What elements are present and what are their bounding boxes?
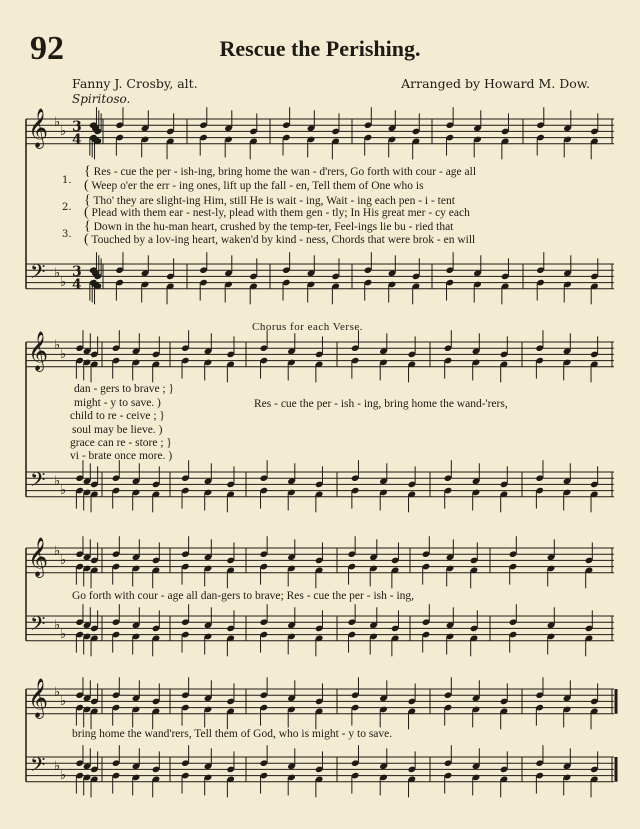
verse-line-5: { Down in the hu-man heart, crushed by the temp-ter, Feel-ings lie bu - ried that (84, 219, 454, 234)
flat-icon: ♭ (54, 618, 61, 633)
bass-clef-icon: 𝄢 (30, 753, 46, 781)
verse-line-6: ( Touched by a lov-ing heart, waken'd by kind - ness, Chords that were brok - en will (84, 232, 476, 247)
verse-line-4: ( Plead with them ear - nest-ly, plead with them gen - tly; In His great mer - cy each (84, 205, 470, 220)
verse-line-2: ( Weep o'er the err - ing ones, lift up the fall - en, Tell them of One who is (84, 178, 424, 193)
verse-number-1: 1. (62, 175, 72, 186)
verse-ending-1: dan - gers to brave ; } (74, 383, 175, 395)
flat-icon: ♭ (60, 768, 67, 783)
chorus-line-3: bring home the wand'rers, Tell them of God, who is might - y to save. (72, 728, 393, 740)
author-credit: Fanny J. Crosby, alt. (72, 76, 198, 91)
flat-icon: ♭ (54, 474, 61, 489)
treble-staff (26, 119, 614, 144)
tempo-marking: Spiritoso. (72, 92, 131, 106)
treble-clef-icon: 𝄞 (28, 537, 49, 577)
verse-ending-2: might - y to save. ) (74, 397, 161, 409)
bass-clef-icon: 𝄢 (30, 260, 46, 288)
flat-icon: ♭ (60, 553, 67, 568)
treble-clef-icon: 𝄞 (28, 678, 49, 718)
flat-icon: ♭ (60, 124, 67, 139)
arranger-credit: Arranged by Howard M. Dow. (401, 76, 590, 91)
flat-icon: ♭ (54, 544, 61, 559)
time-signature-top: 3 (72, 119, 82, 135)
verse-ending-6: vi - brate once more. ) (70, 450, 173, 462)
flat-icon: ♭ (54, 338, 61, 353)
bass-clef-icon: 𝄢 (30, 612, 46, 640)
flat-icon: ♭ (54, 115, 61, 130)
verse-ending-5: grace can re - store ; } (70, 437, 172, 449)
flat-icon: ♭ (54, 266, 61, 281)
treble-clef-icon: 𝄞 (28, 331, 49, 371)
time-signature-bottom: 4 (72, 132, 82, 148)
hymn-number: 92 (30, 30, 64, 67)
flat-icon: ♭ (54, 759, 61, 774)
time-signature-top: 3 (72, 264, 82, 280)
treble-clef-icon: 𝄞 (28, 108, 49, 148)
chorus-line-1: Res - cue the per - ish - ing, bring home the wand-'rers, (254, 398, 508, 410)
chorus-line-2: Go forth with cour - age all dan-gers to brave; Res - cue the per - ish - ing, (72, 590, 415, 602)
time-signature-bottom: 4 (72, 277, 82, 293)
verse-line-3: { Tho' they are slight-ing Him, still He is wait - ing, Wait - ing each pen - i - tent (84, 193, 455, 208)
verse-line-1: { Res - cue the per - ish-ing, bring home the wan - d'rers, Go forth with cour - age all (84, 164, 477, 179)
flat-icon: ♭ (60, 627, 67, 642)
bass-staff (26, 264, 614, 289)
flat-icon: ♭ (54, 685, 61, 700)
verse-ending-3: child to re - ceive ; } (70, 410, 165, 422)
verse-ending-4: soul may be lieve. ) (72, 424, 163, 436)
flat-icon: ♭ (60, 347, 67, 362)
bass-clef-icon: 𝄢 (30, 468, 46, 496)
flat-icon: ♭ (60, 275, 67, 290)
flat-icon: ♭ (60, 483, 67, 498)
flat-icon: ♭ (60, 694, 67, 709)
verse-number-3: 3. (62, 229, 72, 240)
hymn-title: Rescue the Perishing. (219, 36, 421, 61)
verse-number-2: 2. (62, 202, 72, 213)
chorus-label: Chorus for each Verse. (252, 321, 363, 333)
